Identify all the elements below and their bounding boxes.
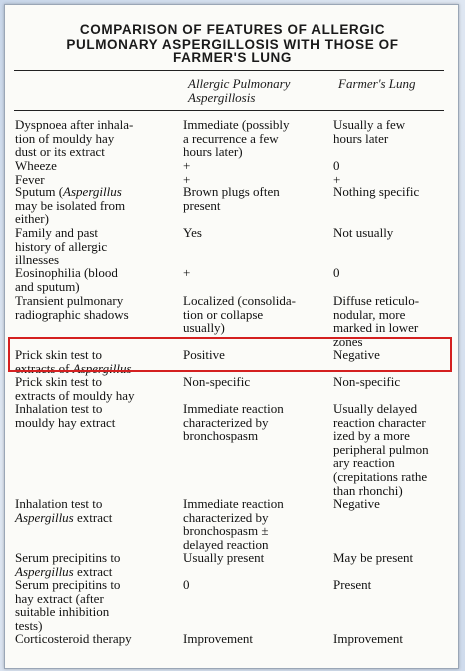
apa-cell: Immediate reaction: [183, 496, 284, 511]
apa-cell: Immediate reaction: [183, 401, 284, 416]
apa-cell: a recurrence a few: [183, 130, 279, 146]
apa-cell: Immediate (possibly: [183, 117, 290, 132]
farmers-lung-cell: Diffuse reticulo-: [333, 293, 420, 308]
feature-cell: tests): [15, 617, 43, 633]
feature-cell: extracts of Aspergillus: [15, 360, 132, 376]
feature-cell: Eosinophilia (blood: [15, 265, 118, 280]
apa-cell: delayed reaction: [183, 536, 269, 552]
feature-cell: Serum precipitins to: [15, 550, 121, 565]
apa-cell: Non-specific: [183, 374, 251, 389]
feature-cell: either): [15, 211, 49, 227]
table-title-line-1: COMPARISON OF FEATURES OF ALLERGIC: [79, 22, 386, 37]
feature-cell: Aspergillus extract: [15, 563, 113, 579]
apa-cell: 0: [183, 577, 190, 592]
apa-cell: bronchospasm ±: [183, 523, 269, 539]
feature-cell: Corticosteroid therapy: [15, 631, 132, 646]
feature-cell: Transient pulmonary: [15, 293, 124, 308]
feature-cell: and sputum): [15, 278, 80, 294]
feature-cell: Inhalation test to: [15, 401, 103, 416]
apa-cell: Yes: [183, 225, 202, 240]
feature-cell: Serum precipitins to: [15, 577, 121, 592]
feature-cell: Family and past: [15, 225, 99, 240]
feature-cell: dust or its extract: [15, 144, 105, 160]
header-rule: [14, 110, 444, 111]
apa-cell: present: [183, 197, 221, 213]
farmers-lung-cell: Nothing specific: [333, 184, 420, 199]
farmers-lung-cell: ary reaction: [333, 455, 395, 471]
apa-cell: hours later): [183, 144, 243, 160]
farmers-lung-cell: marked in lower: [333, 320, 419, 336]
apa-cell: Improvement: [183, 631, 254, 646]
apa-cell: bronchospasm: [183, 428, 259, 444]
column-header-apa-line-2: Aspergillosis: [188, 90, 256, 105]
feature-cell: tion of mouldy hay: [15, 130, 115, 146]
feature-cell: Sputum (Aspergillus: [15, 184, 122, 199]
farmers-lung-cell: (crepitations rathe: [333, 469, 428, 484]
table-title-line-2: PULMONARY ASPERGILLOSIS WITH THOSE OF: [66, 37, 399, 52]
feature-cell: Dyspnoea after inhala-: [15, 117, 134, 132]
farmers-lung-cell: Non-specific: [333, 374, 401, 389]
apa-cell: Localized (consolida-: [183, 293, 296, 308]
farmers-lung-cell: than rhonchi): [333, 482, 403, 498]
farmers-lung-cell: peripheral pulmon: [333, 441, 429, 457]
feature-cell: Prick skin test to: [15, 374, 103, 389]
feature-cell: illnesses: [15, 252, 60, 268]
feature-cell: Inhalation test to: [15, 496, 103, 511]
column-header-apa-line-1: Allergic Pulmonary: [188, 76, 291, 91]
apa-cell: characterized by: [183, 414, 269, 430]
apa-cell: +: [183, 172, 191, 187]
feature-cell: may be isolated from: [15, 197, 126, 213]
feature-cell: hay extract (after: [15, 590, 104, 606]
farmers-lung-cell: 0: [333, 158, 340, 173]
apa-cell: tion or collapse: [183, 306, 264, 322]
farmers-lung-cell: Present: [333, 577, 372, 592]
feature-cell: Aspergillus extract: [15, 509, 113, 525]
feature-cell: history of allergic: [15, 238, 108, 254]
top-rule: [14, 70, 444, 71]
highlight-box: [8, 333, 452, 372]
feature-cell: extracts of mouldy hay: [15, 387, 135, 403]
farmers-lung-cell: reaction character: [333, 414, 426, 430]
farmers-lung-cell: Usually delayed: [333, 401, 418, 416]
farmers-lung-cell: Not usually: [333, 225, 394, 240]
farmers-lung-cell: Usually a few: [333, 117, 406, 132]
apa-cell: Positive: [183, 347, 225, 362]
farmers-lung-cell: nodular, more: [333, 306, 406, 322]
farmers-lung-cell: ized by a more: [333, 428, 410, 444]
apa-cell: usually): [183, 320, 225, 336]
apa-cell: +: [183, 265, 191, 280]
feature-cell: Prick skin test to: [15, 347, 103, 362]
feature-cell: Wheeze: [15, 158, 57, 173]
feature-cell: mouldy hay extract: [15, 414, 116, 430]
farmers-lung-cell: May be present: [333, 550, 414, 565]
apa-cell: +: [183, 158, 191, 173]
farmers-lung-cell: Negative: [333, 496, 380, 511]
table-title-line-3: FARMER'S LUNG: [172, 50, 292, 65]
farmers-lung-cell: Negative: [333, 347, 380, 362]
apa-cell: Brown plugs often: [183, 184, 280, 199]
column-header-farmers-lung: Farmer's Lung: [338, 76, 416, 91]
farmers-lung-cell: zones: [333, 333, 363, 349]
farmers-lung-cell: 0: [333, 265, 340, 280]
farmers-lung-cell: Improvement: [333, 631, 404, 646]
apa-cell: Usually present: [183, 550, 265, 565]
feature-cell: radiographic shadows: [15, 306, 129, 322]
farmers-lung-cell: hours later: [333, 130, 389, 146]
feature-cell: suitable inhibition: [15, 604, 110, 620]
apa-cell: characterized by: [183, 509, 269, 525]
farmers-lung-cell: +: [333, 172, 341, 187]
feature-cell: Fever: [15, 172, 45, 187]
